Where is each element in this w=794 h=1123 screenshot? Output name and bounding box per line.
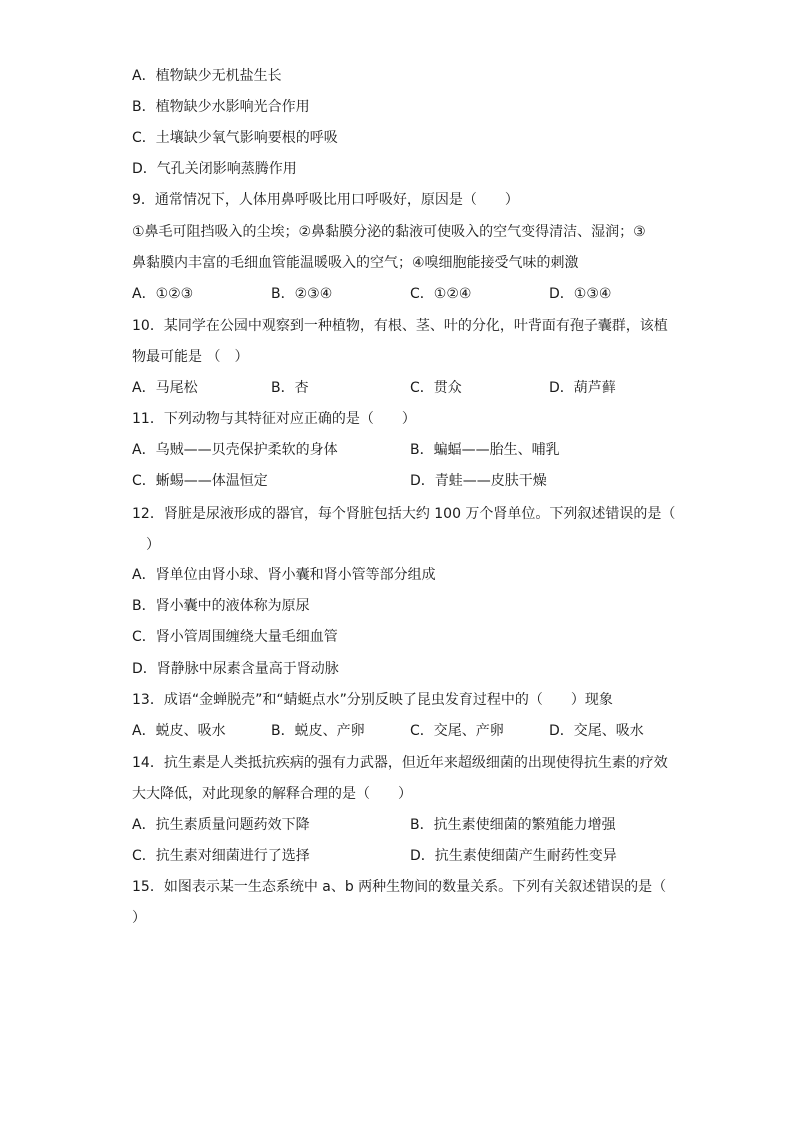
q10-option-c: C．贯众	[410, 380, 462, 396]
q9-option-c: C．①②④	[410, 286, 472, 302]
q13-stem: 13．成语“金蝉脱壳”和“蜻蜓点水”分别反映了昆虫发育过程中的（ ）现象	[132, 692, 613, 708]
q13-option-b: B．蜕皮、产卵	[271, 723, 365, 739]
q9-option-b: B．②③④	[271, 286, 333, 302]
q11-option-d: D．青蛙——皮肤干燥	[410, 473, 547, 489]
q8-option-d: D．气孔关闭影响蒸腾作用	[132, 161, 297, 177]
q8-option-b: B．植物缺少水影响光合作用	[132, 99, 310, 115]
q14-stem-line1: 14．抗生素是人类抵抗疾病的强有力武器，但近年来超级细菌的出现使得抗生素的疗效	[132, 755, 668, 771]
q9-option-d: D．①③④	[549, 286, 612, 302]
q12-stem-line2: ）	[146, 537, 160, 553]
q10-option-b: B．杏	[271, 380, 309, 396]
q11-option-a: A．乌贼——贝壳保护柔软的身体	[132, 442, 338, 458]
q13-option-c: C．交尾、产卵	[410, 723, 504, 739]
q11-option-c: C．蜥蜴——体温恒定	[132, 473, 268, 489]
q14-option-c: C．抗生素对细菌进行了选择	[132, 848, 310, 864]
q13-option-d: D．交尾、吸水	[549, 723, 644, 739]
q13-option-a: A．蜕皮、吸水	[132, 723, 226, 739]
q15-stem-line1: 15．如图表示某一生态系统中 a、b 两种生物间的数量关系。下列有关叙述错误的是（	[132, 879, 667, 895]
q10-stem-line2: 物最可能是 （ ）	[132, 349, 249, 365]
q12-option-b: B．肾小囊中的液体称为原尿	[132, 598, 310, 614]
q15-stem-line2: ）	[132, 910, 146, 926]
q14-option-b: B．抗生素使细菌的繁殖能力增强	[410, 817, 616, 833]
q14-option-a: A．抗生素质量问题药效下降	[132, 817, 310, 833]
q14-stem-line2: 大大降低，对此现象的解释合理的是（ ）	[132, 786, 412, 802]
q12-stem-line1: 12．肾脏是尿液形成的器官，每个肾脏包括大约 100 万个肾单位。下列叙述错误的是（	[132, 506, 676, 522]
q12-option-c: C．肾小管周围缠绕大量毛细血管	[132, 629, 338, 645]
q12-option-d: D．肾静脉中尿素含量高于肾动脉	[132, 661, 339, 677]
q9-description-line2: 鼻黏膜内丰富的毛细血管能温暖吸入的空气；④嗅细胞能接受气味的刺激	[132, 255, 579, 271]
q8-option-c: C．土壤缺少氧气影响要根的呼吸	[132, 130, 338, 146]
q8-option-a: A．植物缺少无机盐生长	[132, 68, 282, 84]
q9-stem: 9．通常情况下，人体用鼻呼吸比用口呼吸好，原因是（ ）	[132, 192, 519, 208]
q10-option-a: A．马尾松	[132, 380, 198, 396]
q9-description-line1: ①鼻毛可阻挡吸入的尘埃；②鼻黏膜分泌的黏液可使吸入的空气变得清洁、湿润；③	[132, 224, 646, 240]
q11-stem: 11．下列动物与其特征对应正确的是（ ）	[132, 411, 416, 427]
q14-option-d: D．抗生素使细菌产生耐药性变异	[410, 848, 617, 864]
q9-option-a: A．①②③	[132, 286, 194, 302]
q10-stem-line1: 10．某同学在公园中观察到一种植物，有根、茎、叶的分化，叶背面有孢子囊群，该植	[132, 318, 668, 334]
q11-option-b: B．蝙蝠——胎生、哺乳	[410, 442, 560, 458]
q12-option-a: A．肾单位由肾小球、肾小囊和肾小管等部分组成	[132, 567, 436, 583]
q10-option-d: D．葫芦藓	[549, 380, 616, 396]
